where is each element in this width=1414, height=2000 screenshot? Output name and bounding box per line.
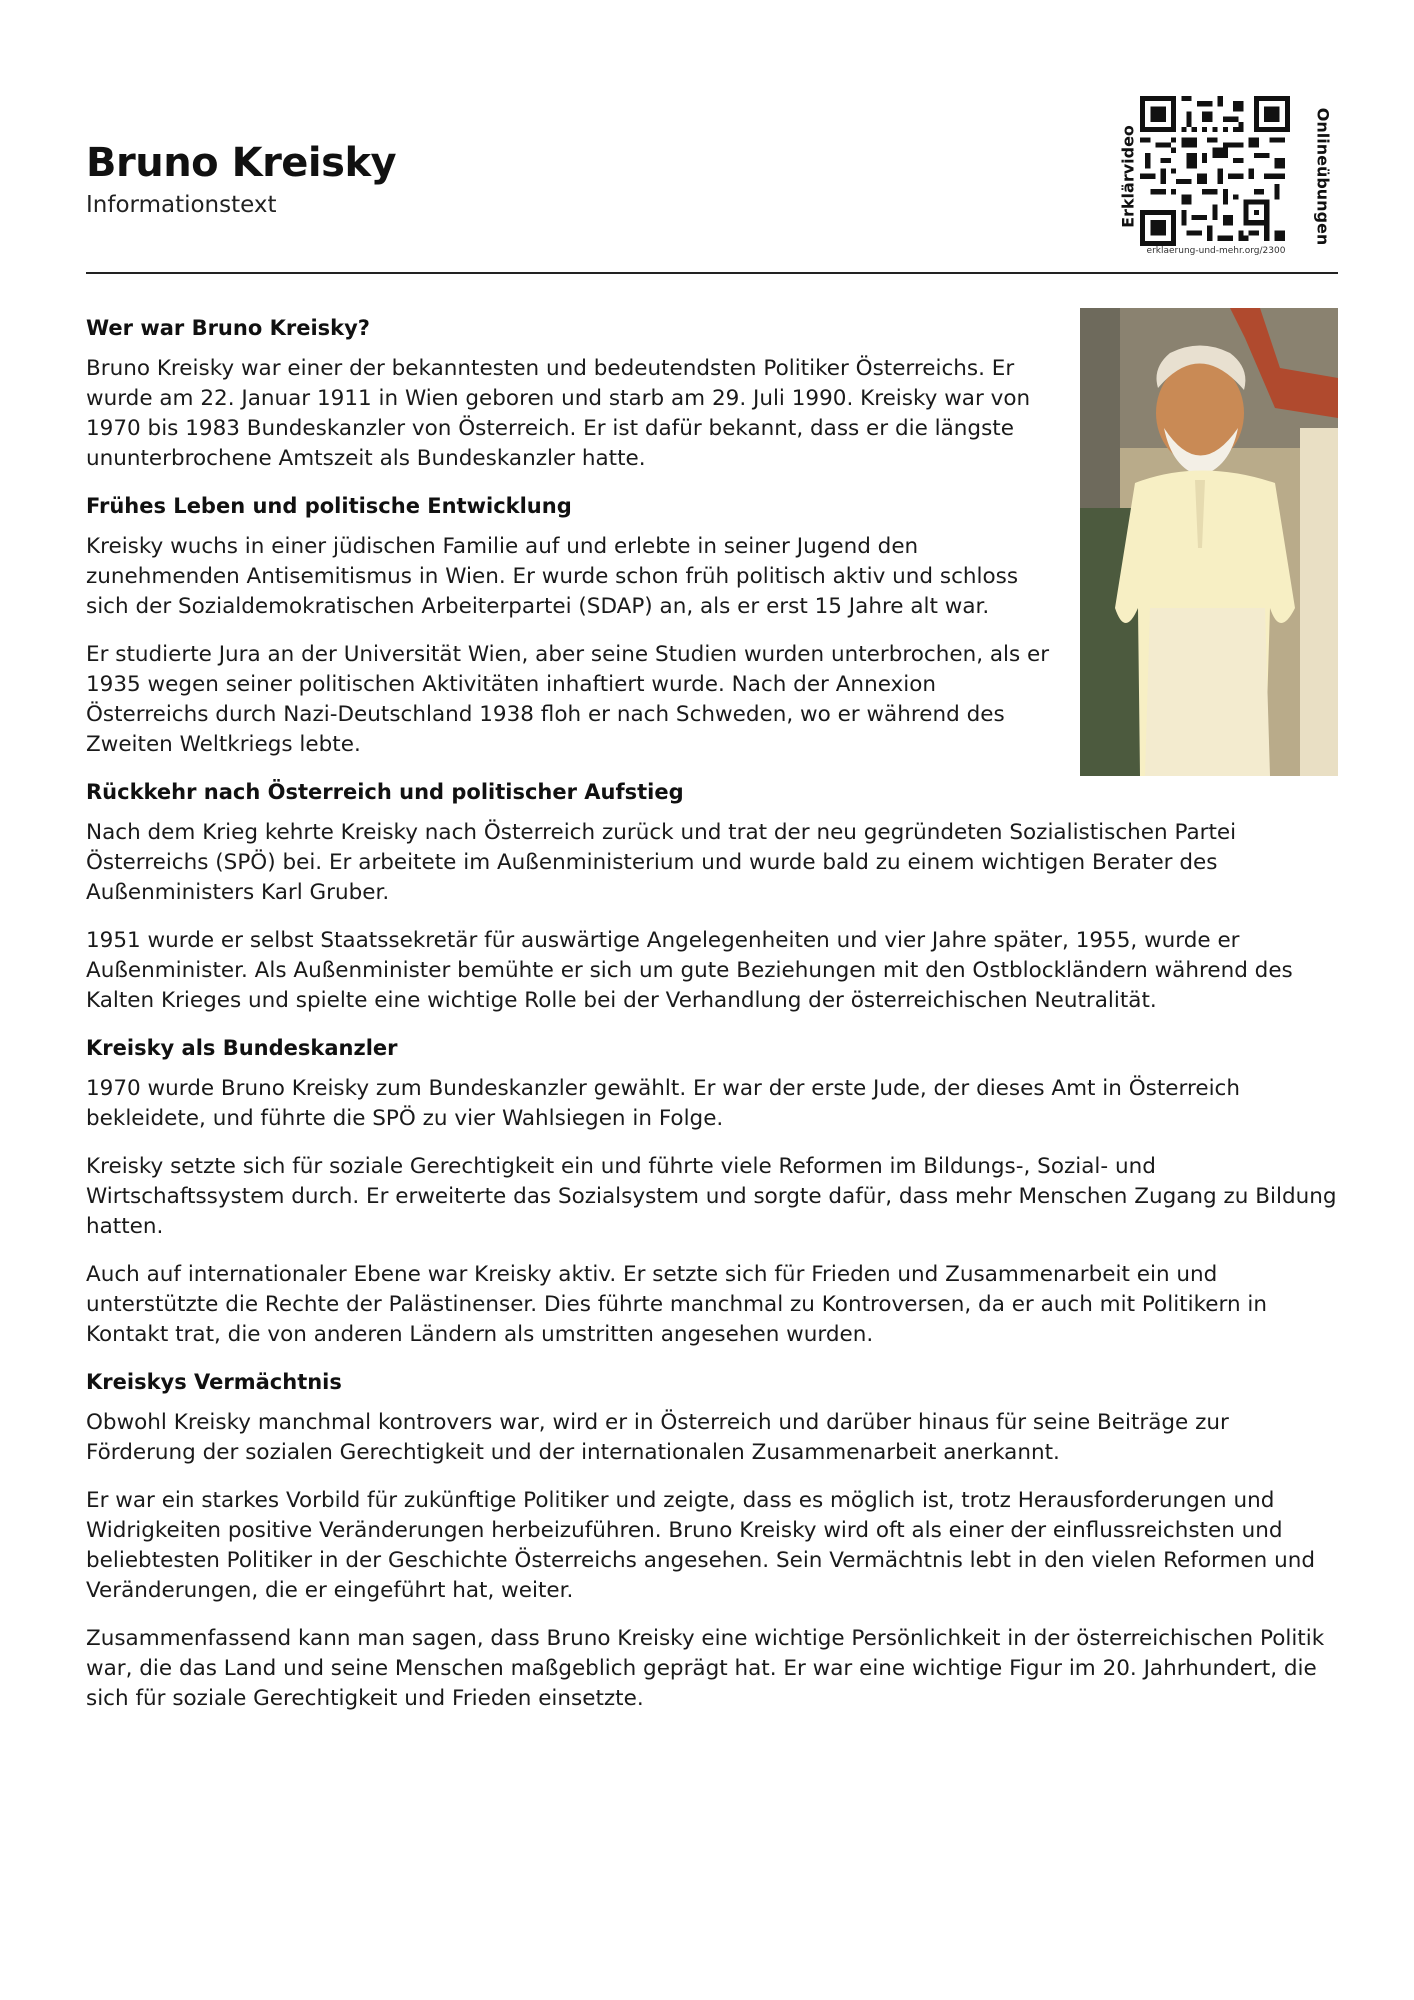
qr-label-explainer-video: Erklärvideo: [1118, 125, 1138, 228]
qr-label-online-exercises: Onlineübungen: [1313, 107, 1333, 246]
paragraph: Zusammenfassend kann man sagen, dass Bruno Kreisky eine wichtige Persönlichkeit in der österreichischen Politik war, die das Land und seine Menschen maßgeblich geprägt hat. Er war eine wichtige Figur im 20. Jahrhundert, die sich für soziale Gerechtigkeit und Frieden einsetzte.: [86, 1626, 1325, 1711]
paragraph: Bruno Kreisky war einer der bekanntesten und bedeutendsten Politiker Österreichs. Er wurde am 22. Januar 1911 in Wien geboren und starb am 29. Juli 1990. Kreisky war von 1970 bis 1983 Bundeskanzler von Österreich. Er ist dafür bekannt, dass er die längste ununterbrochene Amtszeit als Bundeskanzler hatte.: [86, 356, 1031, 471]
qr-code-icon[interactable]: [1140, 96, 1290, 246]
document-title: Bruno Kreisky: [86, 140, 397, 186]
qr-url-text: erklaerung-und-mehr.org/2300: [1146, 246, 1286, 256]
section-heading: Rückkehr nach Österreich und politischer Aufstieg: [86, 780, 684, 804]
header-divider: [86, 272, 1338, 274]
section-heading: Kreiskys Vermächtnis: [86, 1370, 342, 1394]
section-who-was-kreisky: [86, 314, 1338, 474]
article-body: [86, 314, 1338, 1732]
qr-code-panel[interactable]: [1098, 92, 1338, 262]
paragraph: Kreisky wuchs in einer jüdischen Familie auf und erlebte in seiner Jugend den zunehmenden Antisemitismus in Wien. Er wurde schon früh politisch aktiv und schloss sich der Sozialdemokratischen Arbeiterpartei (SDAP) an, als er erst 15 Jahre alt war.: [86, 534, 1019, 619]
section-return-and-rise: [86, 778, 1338, 1016]
paragraph: Er war ein starkes Vorbild für zukünftige Politiker und zeigte, dass es möglich ist, trotz Herausforderungen und Widrigkeiten positive Veränderungen herbeizuführen. Bruno Kreisky wird oft als einer der einflussreichsten und beliebtesten Politiker in der Geschichte Österreichs angesehen. Sein Vermächtnis lebt in den vielen Reformen und Veränderungen, die er eingeführt hat, weiter.: [86, 1488, 1315, 1603]
paragraph: Obwohl Kreisky manchmal kontrovers war, wird er in Österreich und darüber hinaus für seine Beiträge zur Förderung der sozialen Gerechtigkeit und der internationalen Zusammenarbeit anerkannt.: [86, 1410, 1229, 1465]
section-heading: Wer war Bruno Kreisky?: [86, 316, 370, 340]
paragraph: 1951 wurde er selbst Staatssekretär für auswärtige Angelegenheiten und vier Jahre später, 1955, wurde er Außenminister. Als Außenminister bemühte er sich um gute Beziehungen mit den Ostblockländern während des Kalten Krieges und spielte eine wichtige Rolle bei der Verhandlung der österreichischen Neutralität.: [86, 928, 1293, 1013]
paragraph: 1970 wurde Bruno Kreisky zum Bundeskanzler gewählt. Er war der erste Jude, der dieses Amt in Österreich bekleidete, und führte die SPÖ zu vier Wahlsiegen in Folge.: [86, 1076, 1240, 1131]
section-heading: Kreisky als Bundeskanzler: [86, 1036, 398, 1060]
paragraph: Er studierte Jura an der Universität Wien, aber seine Studien wurden unterbrochen, als er 1935 wegen seiner politischen Aktivitäten inhaftiert wurde. Nach der Annexion Österreichs durch Nazi-Deutschland 1938 floh er nach Schweden, wo er während des Zweiten Weltkriegs lebte.: [86, 642, 1050, 757]
paragraph: Kreisky setzte sich für soziale Gerechtigkeit ein und führte viele Reformen im Bildungs-, Sozial- und Wirtschaftssystem durch. Er erweiterte das Sozialsystem und sorgte dafür, dass mehr Menschen Zugang zu Bildung hatten.: [86, 1154, 1337, 1239]
section-legacy: [86, 1368, 1338, 1714]
section-early-life: [86, 492, 1338, 760]
paragraph: Nach dem Krieg kehrte Kreisky nach Österreich zurück und trat der neu gegründeten Sozialistischen Partei Österreichs (SPÖ) bei. Er arbeitete im Außenministerium und wurde bald zu einem wichtigen Berater des Außenministers Karl Gruber.: [86, 820, 1237, 905]
paragraph: Auch auf internationaler Ebene war Kreisky aktiv. Er setzte sich für Frieden und Zusammenarbeit ein und unterstützte die Rechte der Palästinenser. Dies führte manchmal zu Kontroversen, da er auch mit Politikern in Kontakt trat, die von anderen Ländern als umstritten angesehen wurden.: [86, 1262, 1267, 1347]
section-chancellor: [86, 1034, 1338, 1350]
document-subtitle: Informationstext: [86, 192, 277, 218]
section-heading: Frühes Leben und politische Entwicklung: [86, 494, 572, 518]
